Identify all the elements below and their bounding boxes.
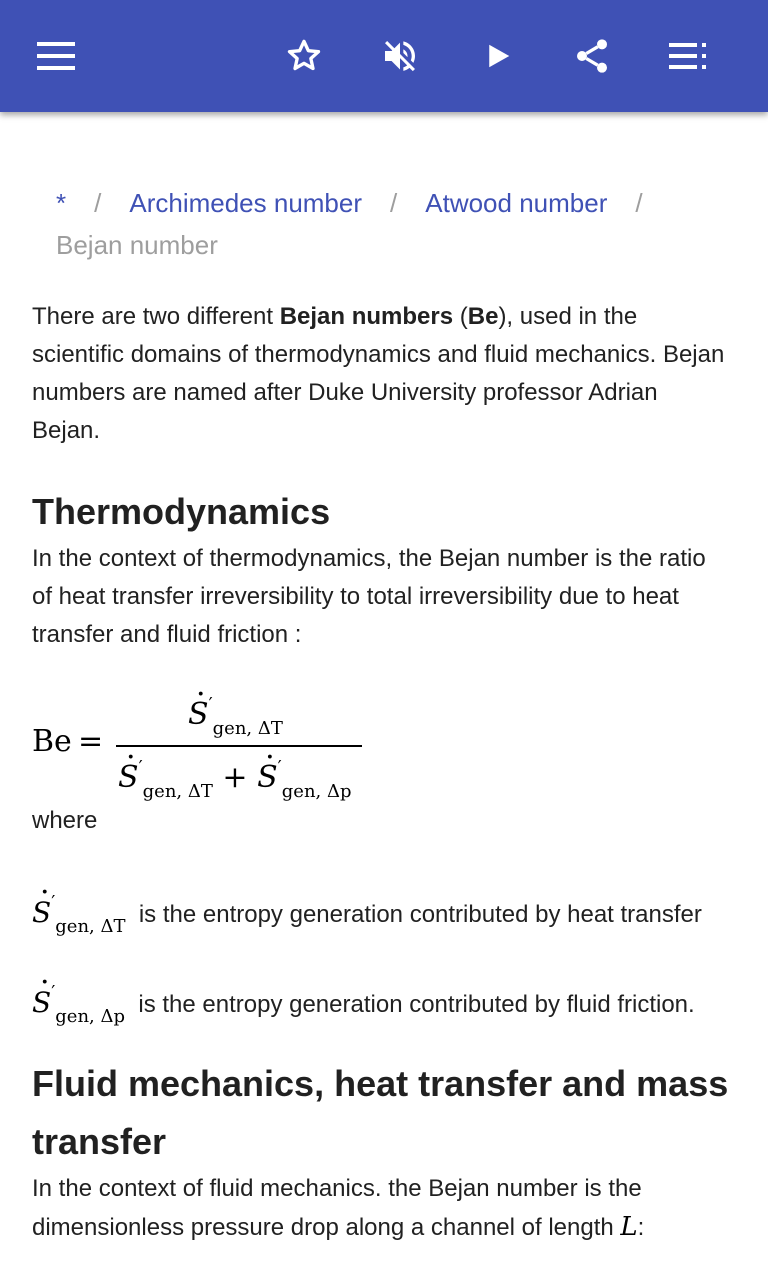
formula-denominator [118, 757, 352, 802]
share-button[interactable] [564, 28, 620, 84]
entropy-symbol: · S [188, 697, 209, 732]
play-button[interactable] [470, 28, 526, 84]
where-label: where [32, 807, 98, 834]
section-heading-fluid-mechanics: Fluid mechanics, heat transfer and mass transfer [32, 1063, 729, 1162]
breadcrumb-current: Bejan number [56, 230, 218, 260]
subscript-gen-dt: gen, ΔT [55, 916, 126, 937]
breadcrumb-separator: / [94, 188, 102, 218]
definition-item-friction [32, 972, 732, 1038]
entropy-symbol: · S [32, 892, 51, 934]
playlist-icon [669, 43, 707, 69]
prime-mark: ′ [138, 757, 143, 778]
play-icon [483, 41, 513, 71]
length-symbol: L [620, 1212, 638, 1242]
menu-icon [37, 42, 75, 70]
subscript-gen-dp: gen, Δp [55, 1006, 126, 1027]
definition-item-heat [32, 882, 732, 948]
entropy-symbol: · S [118, 760, 139, 795]
breadcrumb-link-archimedes[interactable]: Archimedes number [129, 188, 363, 218]
mute-button[interactable] [372, 28, 428, 84]
share-icon [572, 36, 612, 76]
formula-numerator [188, 694, 283, 739]
breadcrumb-separator: / [635, 188, 643, 218]
prime-mark: ′ [51, 892, 56, 913]
formula-lhs: Be [32, 724, 72, 759]
favorite-button[interactable] [276, 28, 332, 84]
prime-mark: ′ [277, 757, 282, 778]
playlist-button[interactable] [660, 28, 716, 84]
fluid-paragraph [32, 1170, 732, 1247]
prime-mark: ′ [208, 694, 213, 715]
fraction-bar [116, 745, 362, 747]
breadcrumb-separator: / [390, 188, 398, 218]
item1-symbol [32, 892, 126, 937]
intro-bold-bejan-numbers: Bejan numbers [279, 303, 454, 330]
entropy-symbol: · S [257, 760, 278, 795]
intro-text-2: ( [453, 303, 468, 330]
item1-text: is the entropy generation contributed by heat transfer [138, 901, 702, 928]
intro-paragraph [32, 298, 732, 450]
formula-equals: = [78, 724, 104, 759]
intro-bold-be: Be [467, 303, 499, 330]
star-outline-icon [284, 36, 324, 76]
intro-text-3: ), used in the scientific domains of thermodynamics and fluid mechanics. Bejan numbers are named after Duke University professor Adrian Bejan. [32, 303, 725, 444]
intro-text-1: There are two different [32, 303, 280, 330]
item2-text: is the entropy generation contributed by fluid friction. [138, 991, 695, 1018]
subscript-gen-dt: gen, ΔT [212, 718, 283, 739]
fluid-text: In the context of fluid mechanics. the Bejan number is the dimensionless pressure drop along a channel of length [32, 1175, 642, 1241]
item2-symbol [32, 982, 126, 1027]
thermo-paragraph: In the context of thermodynamics, the Bejan number is the ratio of heat transfer irreversibility to total irreversibility due to heat transfer and fluid friction : [32, 545, 706, 648]
breadcrumb [56, 182, 716, 266]
entropy-symbol: · S [32, 982, 51, 1024]
menu-button[interactable] [28, 28, 84, 84]
breadcrumb-link-atwood[interactable]: Atwood number [425, 188, 608, 218]
subscript-gen-dp: gen, Δp [281, 781, 352, 802]
volume-off-icon [380, 36, 420, 76]
subscript-gen-dt: gen, ΔT [142, 781, 213, 802]
fluid-colon: : [637, 1214, 645, 1241]
plus-sign: + [222, 760, 248, 795]
app-toolbar [0, 0, 768, 112]
prime-mark: ′ [51, 982, 56, 1003]
breadcrumb-home-link[interactable]: * [56, 188, 67, 218]
section-heading-thermodynamics: Thermodynamics [32, 491, 331, 532]
